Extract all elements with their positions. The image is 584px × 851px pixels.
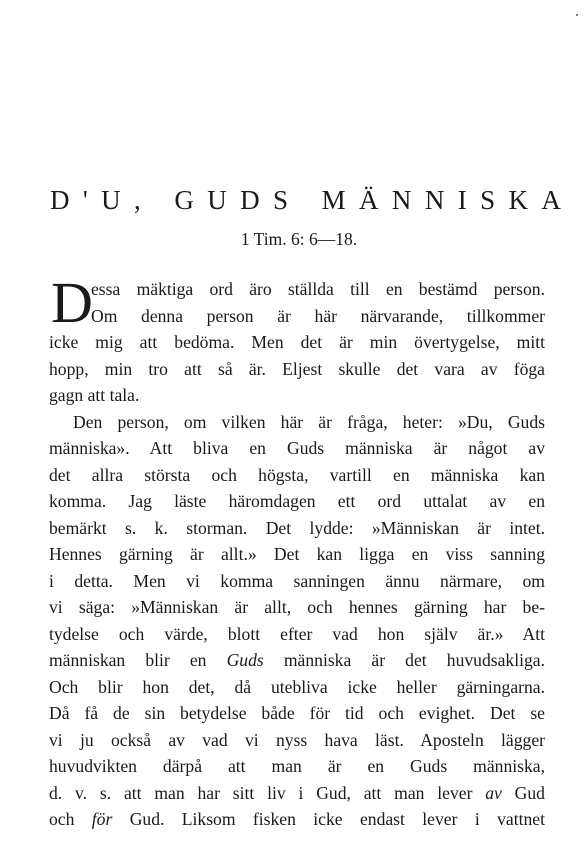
text-line: bemärkt s. k. storman. Det lydde: »Människan är intet. — [49, 517, 545, 538]
text-line: det allra största och högsta, vartill en människa kan — [49, 464, 545, 485]
text-fragment: och — [49, 809, 92, 829]
text-line: Om denna person är här närvarande, tillkommer — [91, 305, 545, 326]
text-line: Den person, om vilken här är fråga, heter: »Du, Guds — [73, 411, 545, 432]
text-line: essa mäktiga ord äro ställda till en bestämd person. — [91, 279, 545, 299]
ink-speck — [576, 14, 578, 16]
text-line: människa». Att bliva en Guds människa är något av — [49, 438, 545, 458]
text-line — [49, 647, 545, 674]
text-line: Hennes gärning är allt.» Det kan ligga en viss sanning — [49, 544, 545, 564]
text-line: Då få de sin betydelse både för tid och evighet. Det se — [49, 703, 545, 723]
body-text — [49, 270, 545, 833]
text-fragment: d. v. s. att man har sitt liv i Gud, att man lever — [49, 782, 486, 803]
drop-cap: D — [51, 270, 93, 335]
text-line: komma. Jag läste häromdagen ett ord uttalat av en — [49, 491, 545, 511]
text-fragment: Gud — [501, 782, 545, 803]
emphasis-text: Guds — [226, 650, 264, 670]
text-line: i detta. Men vi komma sanningen ännu närmare, om — [49, 570, 545, 591]
text-line: gagn att tala. — [49, 385, 140, 405]
text-line: huvudvikten därpå att man är en Guds människa, — [49, 756, 545, 776]
emphasis-text: för — [91, 809, 113, 829]
text-fragment: människan blir en — [49, 650, 227, 670]
text-line: Och blir hon det, då utebliva icke heller gärningarna. — [49, 676, 545, 697]
scripture-reference: 1 Tim. 6: 6—18. — [240, 229, 358, 249]
text-line: vi ju också av vad vi nyss hava läst. Aposteln lägger — [49, 729, 545, 750]
chapter-title: D'U, GUDS MÄNNISKA — [50, 185, 575, 215]
text-line: vi säga: »Människan är allt, och hennes gärning har be- — [49, 597, 545, 617]
text-line — [49, 806, 545, 833]
text-line — [49, 780, 545, 807]
text-line: icke mig att bedöma. Men det är min övertygelse, mitt — [49, 332, 545, 352]
text-line: hopp, min tro att så är. Eljest skulle det vara av föga — [49, 358, 545, 379]
text-line: tydelse och värde, blott efter vad hon själv är.» Att — [49, 623, 545, 644]
text-fragment: Gud. Liksom fisken icke endast lever i vattnet — [112, 809, 545, 829]
emphasis-text: av — [485, 782, 502, 803]
text-fragment: människa är det huvudsakliga. — [263, 650, 545, 670]
